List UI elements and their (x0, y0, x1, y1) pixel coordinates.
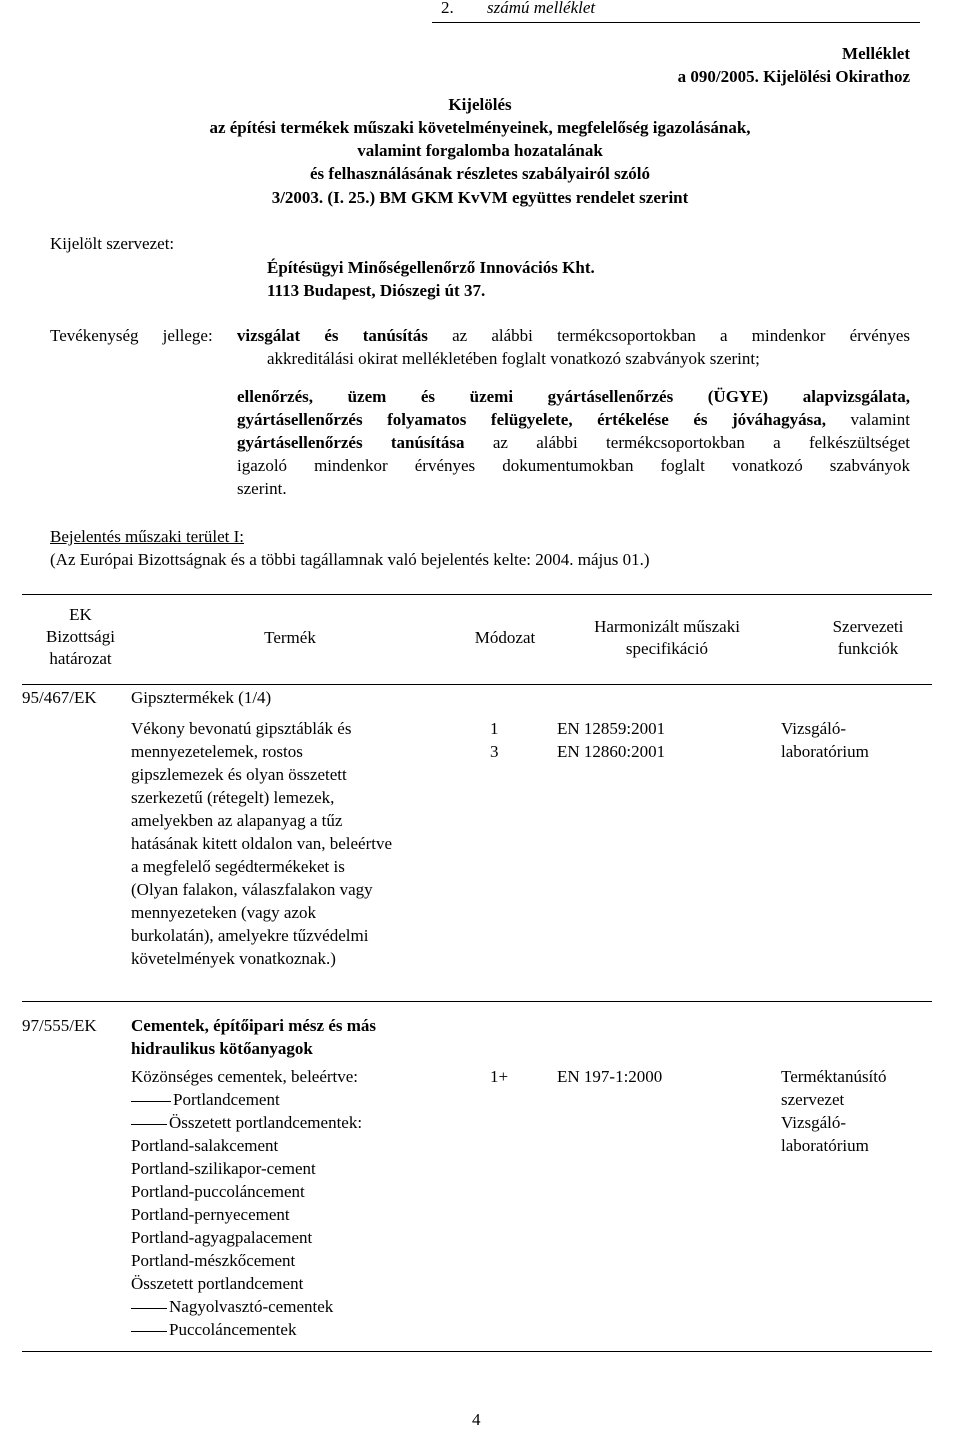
table-top-rule (22, 594, 932, 595)
title-line: 3/2003. (I. 25.) BM GKM KvVM együttes rendelet szerint (271, 188, 689, 207)
function-value: Vizsgáló- (781, 719, 847, 738)
title-line: hidraulikus kötőanyagok (131, 1039, 313, 1058)
header-product: Termék (264, 628, 316, 647)
product-line (131, 1295, 362, 1318)
function-values (781, 717, 869, 763)
header-harmonized-spec (562, 616, 772, 660)
line-text: Portland-puccoláncement (131, 1182, 305, 1201)
product-group-title (131, 1014, 376, 1060)
product-line (131, 1088, 362, 1111)
line-text: Portland-szilikapor-cement (131, 1159, 316, 1178)
header-rule (432, 22, 920, 23)
header-ek-decision (28, 604, 133, 670)
appendix-number: 2. (441, 0, 454, 17)
header-text: funkciók (837, 639, 899, 658)
function-value: szervezet (781, 1090, 845, 1109)
line-text: Portland-pernyecement (131, 1205, 290, 1224)
activity-line: ellenőrzés, üzem és üzemi gyártásellenőrzés (ÜGYE) alapvizsgálata, (237, 387, 910, 406)
decision-number: 97/555/EK (22, 1016, 97, 1035)
line-text: Puccoláncementek (169, 1320, 297, 1339)
activity-line: szerint. (237, 479, 287, 498)
header-text: Bizottsági (46, 627, 115, 646)
dash-mark (131, 1331, 167, 1332)
product-line (131, 1157, 362, 1180)
product-line (131, 1203, 362, 1226)
product-line (131, 1134, 362, 1157)
line-text: Nagyolvasztó-cementek (169, 1297, 334, 1316)
product-line (131, 1226, 362, 1249)
activity-line: igazoló mindenkor érvényes dokumentumokban foglalt vonatkozó szabványok (237, 456, 910, 475)
product-line: a megfelelő segédtermékeket is (131, 857, 345, 876)
activity-line (237, 431, 910, 454)
decision-number: 95/467/EK (22, 688, 97, 707)
mode-values (490, 717, 499, 763)
product-description (131, 717, 392, 970)
page-number: 4 (472, 1410, 481, 1429)
product-line: hatásának kitett oldalon van, beleértve (131, 834, 393, 853)
product-line: Vékony bevonatú gipsztáblák és (131, 719, 352, 738)
notification-heading: Bejelentés műszaki terület I: (50, 527, 245, 546)
product-line (131, 1249, 362, 1272)
melleklet-label: Melléklet (842, 44, 910, 63)
title-line: Kijelölés (448, 95, 512, 114)
dash-mark (131, 1101, 171, 1102)
title-line: az építési termékek műszaki követelményeinek, megfelelőség igazolásának, (209, 118, 751, 137)
title-line: Cementek, építőipari mész és más (131, 1016, 377, 1035)
organization-name: Építésügyi Minőségellenőrző Innovációs Kht. (267, 258, 595, 277)
activity-line (237, 408, 910, 431)
organization-address: 1113 Budapest, Diószegi út 37. (267, 281, 486, 300)
spec-values (557, 717, 665, 763)
activity-bold: gyártásellenőrzés folyamatos felügyelete, értékelése és jóváhagyása, (237, 410, 826, 429)
header-text: Szervezeti (832, 617, 904, 636)
product-line: amelyekben az alapanyag a tűz (131, 811, 343, 830)
dash-mark (131, 1308, 167, 1309)
mode-value: 1 (490, 719, 499, 738)
spec-value: EN 197-1:2000 (557, 1067, 663, 1086)
line-text: Közönséges cementek, beleértve: (131, 1067, 359, 1086)
line-text: Portland-salakcement (131, 1136, 279, 1155)
table-row-rule (22, 1001, 932, 1002)
spec-value: EN 12860:2001 (557, 742, 666, 761)
line-text: Portland-mészkőcement (131, 1251, 296, 1270)
function-value: Terméktanúsító (781, 1067, 887, 1086)
appendix-label: számú melléklet (487, 0, 596, 17)
activity-text: az alábbi termékcsoportokban a felkészültséget (492, 433, 910, 452)
line-text: Portlandcement (173, 1090, 280, 1109)
activity-bold: vizsgálat és tanúsítás (236, 326, 428, 345)
product-line: gipszlemezek és olyan összetett (131, 765, 347, 784)
spec-value: EN 12859:2001 (557, 719, 666, 738)
activity-line (50, 324, 910, 347)
organization-label: Kijelölt szervezet: (50, 234, 175, 253)
product-line: mennyezetelemek, rostos (131, 742, 303, 761)
product-line: mennyezeteken (vagy azok (131, 903, 317, 922)
product-description (131, 1065, 362, 1341)
mode-value: 1+ (490, 1067, 509, 1086)
product-line: (Olyan falakon, válaszfalakon vagy (131, 880, 373, 899)
activity-label: Tevékenység jellege: (50, 326, 213, 345)
dash-mark (131, 1124, 167, 1125)
product-line (131, 1111, 362, 1134)
table-header-rule (22, 684, 932, 685)
product-group-title: Gipsztermékek (1/4) (131, 688, 272, 707)
title-line: valamint forgalomba hozatalának (357, 141, 603, 160)
product-line (131, 1272, 362, 1295)
product-line: követelmények vonatkoznak.) (131, 949, 336, 968)
product-line (131, 1065, 362, 1088)
header-text: specifikáció (625, 639, 709, 658)
header-text: határozat (49, 649, 112, 668)
activity-text: az alábbi termékcsoportokban a mindenkor érvényes (452, 326, 911, 345)
product-line: szerkezetű (rétegelt) lemezek, (131, 788, 335, 807)
title-line: és felhasználásának részletes szabályairól szóló (310, 164, 650, 183)
product-line (131, 1318, 362, 1341)
line-text: Portland-agyagpalacement (131, 1228, 313, 1247)
line-text: Összetett portlandcement (131, 1274, 304, 1293)
header-text: EK (69, 605, 92, 624)
table-bottom-rule (22, 1351, 932, 1352)
function-values (781, 1065, 887, 1157)
header-text: Harmonizált műszaki (594, 617, 740, 636)
notification-date: (Az Európai Bizottságnak és a többi tagállamnak való bejelentés kelte: 2004. május 01.) (50, 550, 650, 569)
activity-line: akkreditálási okirat mellékletében foglalt vonatkozó szabványok szerint; (267, 349, 760, 368)
line-text: Összetett portlandcementek: (169, 1113, 363, 1132)
function-value: laboratórium (781, 1136, 869, 1155)
mode-value: 3 (490, 742, 499, 761)
activity-text: valamint (850, 410, 910, 429)
product-line: burkolatán), amelyekre tűzvédelmi (131, 926, 369, 945)
okirat-reference: a 090/2005. Kijelölési Okirathoz (677, 67, 910, 86)
product-line (131, 1180, 362, 1203)
header-mode: Módozat (474, 628, 536, 647)
activity-bold: gyártásellenőrzés tanúsítása (237, 433, 465, 452)
header-functions (798, 616, 938, 660)
function-value: Vizsgáló- (781, 1113, 847, 1132)
function-value: laboratórium (781, 742, 869, 761)
